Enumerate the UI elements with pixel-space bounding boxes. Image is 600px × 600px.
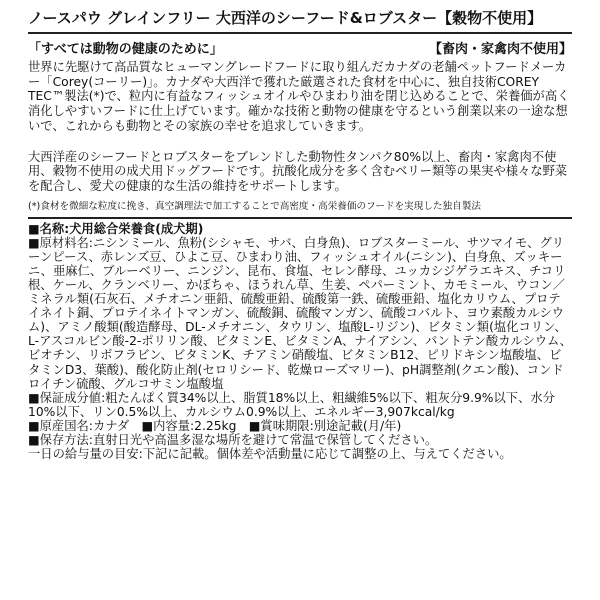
spec-section — [28, 222, 572, 462]
storage-instructions: ■保存方法:直射日光や高温多湿な場所を避けて常温で保管してください。 — [28, 433, 438, 448]
product-paragraph: 大西洋産のシーフードとロブスターをブレンドした動物性タンパク80%以上、畜肉・家禽肉不使用、穀物不使用の成犬用ドッグフードです。抗酸化成分を多く含むベリー類等の果実や様々な野菜を配合し、愛犬の健康的な生活の維持をサポートします。 — [28, 149, 568, 193]
ingredients-text: ■原材料名:ニシンミール、魚粉(シシャモ、サバ、白身魚)、ロブスターミール、サツマイモ、グリーンピース、赤レンズ豆、ひよこ豆、ひまわり油、フィッシュオイル(ニシン)、白身魚、ズッキーニ、亜麻仁、ブルーベリー、ニンジン、昆布、食塩、セレン酵母、ユッカシジゲラエキス、チコリ根、ケール、クランベリー、かぼちゃ、ほうれん草、生姜、ペパーミント、カモミール、ウコン／ミネラル類(石灰石、メチオニン亜鉛、硫酸亜鉛、硫酸第一鉄、硫酸亜鉛、塩化カリウム、プロテイネイト銅、プロテイネイトマンガン、硫酸銅、硫酸マンガン、硫酸コバルト、ヨウ素酸カルシウム)、アミノ酸類(酸造酵母、DL-メチオニン、タウリン、塩酸L-リジン)、ビタミン類(塩化コリン、L-アスコルビン酸-2-ポリリン酸、ビタミンE、ビタミンA、ナイアシン、パントテン酸カルシウム、ビオチン、リボフラビン、ビタミンK、チアミン硝酸塩、ビタミンB12、ピリドキシン塩酸塩、ビタミンD3、葉酸)、酸化防止剤(セロリシード、乾燥ローズマリー)、pH調整剤(クエン酸)、コンドロイチン硫酸、グルコサミン塩酸塩 — [28, 235, 572, 391]
catchphrase: 「すべては動物の健康のために」 — [28, 42, 223, 57]
product-title: ノースパウ グレインフリー 大西洋のシーフード&ロブスター【穀物不使用】 — [28, 8, 572, 34]
product-name-line: ■名称:犬用総合栄養食(成犬期) — [28, 221, 204, 236]
method-footnote: (*)食材を微細な粒度に挽き、真空調理法で加工することで高密度・高栄養価のフードを実現した独自製法 — [28, 200, 572, 219]
paragraph-spacer — [28, 134, 572, 148]
intro-header — [28, 41, 572, 58]
no-meat-badge: 【畜肉・家禽肉不使用】 — [428, 42, 572, 57]
feeding-guideline: 一日の給与量の目安:下記に記載。個体差や活動量に応じて調整の上、与えてください。 — [28, 447, 512, 462]
guaranteed-analysis: ■保証成分値:粗たんぱく質34%以上、脂質18%以上、粗繊維5%以下、粗灰分9.9%以下、水分10%以下、リン0.5%以上、カルシウム0.9%以上、エネルギー3,907kcal/kg — [28, 390, 555, 419]
brand-paragraph: 世界に先駆けて高品質なヒューマングレードフードに取り組んだカナダの老舗ペットフードメーカー「Corey(コーリー)」。カナダや大西洋で獲れた厳選された食材を中心に、独自技術COREY TEC™製法(*)で、粒内に有益なフィッシュオイルやひまわり油を閉じ込めることで、栄養価が高く消化しやすいフードに仕上げています。確かな技術と動物の健康を守るという創業以来の一途な想いで、これからも動物とその家族の幸せを追求していきます。 — [28, 60, 570, 133]
origin-weight-expiry: ■原産国名:カナダ ■内容量:2.25kg ■賞味期限:別途記載(月/年) — [28, 418, 402, 433]
